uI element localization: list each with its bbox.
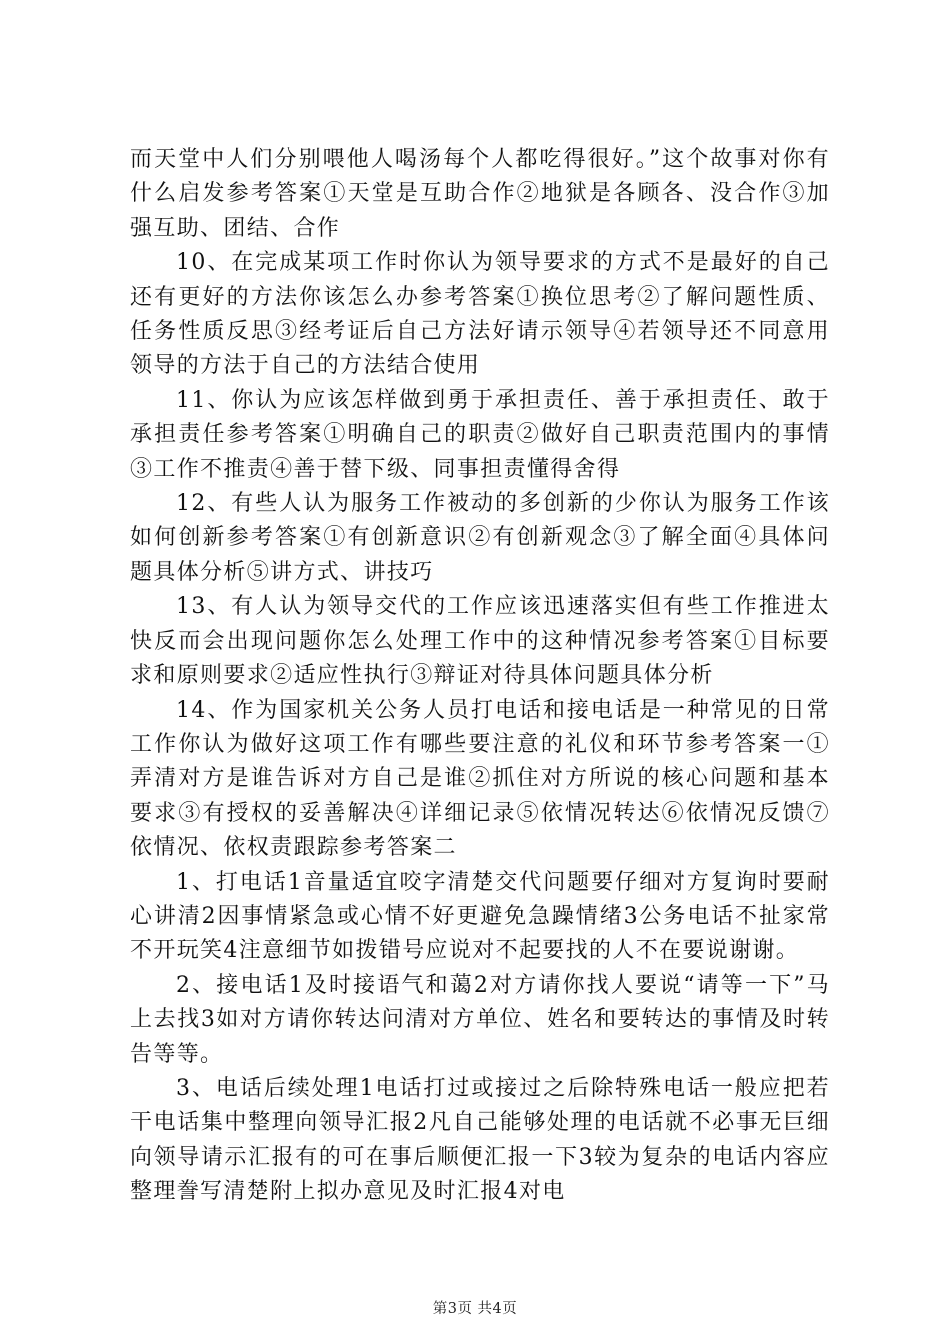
paragraph: 3、电话后续处理1电话打过或接过之后除特殊电话一般应把若干电话集中整理向领导汇报2凡自己能够处理的电话就不必事无巨细向领导请示汇报有的可在事后顺便汇报一下3较为复杂的电话内容应整理誊写清楚附上拟办意见及时汇报4对电: [130, 1075, 830, 1205]
page-number-footer: 第3页 共4页: [432, 1301, 518, 1317]
paragraph: 2、接电话1及时接语气和蔼2对方请你找人要说“请等一下”马上去找3如对方请你转达问清对方单位、姓名和要转达的事情及时转告等等。: [130, 972, 830, 1067]
paragraph: 12、有些人认为服务工作被动的多创新的少你认为服务工作该如何创新参考答案①有创新意识②有创新观念③了解全面④具体问题具体分析⑤讲方式、讲技巧: [130, 491, 830, 585]
paragraph: 14、作为国家机关公务人员打电话和接电话是一种常见的日常工作你认为做好这项工作有哪些要注意的礼仪和环节参考答案一①弄清对方是谁告诉对方自己是谁②抓住对方所说的核心问题和基本要求③有授权的妥善解决④详细记录⑤依情况转达⑥依情况反馈⑦依情况、依权责跟踪参考答案二: [130, 697, 830, 861]
paragraph: 10、在完成某项工作时你认为领导要求的方式不是最好的自己还有更好的方法你该怎么办参考答案①换位思考②了解问题性质、任务性质反思③经考证后自己方法好请示领导④若领导还不同意用领导的方法于自己的方法结合使用: [130, 250, 830, 379]
paragraph: 13、有人认为领导交代的工作应该迅速落实但有些工作推进太快反而会出现问题你怎么处理工作中的这种情况参考答案①目标要求和原则要求②适应性执行③辩证对待具体问题具体分析: [130, 594, 830, 689]
paragraph: 而天堂中人们分别喂他人喝汤每个人都吃得很好。”这个故事对你有什么启发参考答案①天堂是互助合作②地狱是各顾各、没合作③加强互助、团结、合作: [130, 147, 830, 241]
paragraph: 11、你认为应该怎样做到勇于承担责任、善于承担责任、敢于承担责任参考答案①明确自己的职责②做好自己职责范围内的事情③工作不推责④善于替下级、同事担责懂得舍得: [130, 387, 830, 482]
document-body: [130, 143, 830, 1210]
paragraph: 1、打电话1音量适宜咬字清楚交代问题要仔细对方复询时要耐心讲清2因事情紧急或心情不好更避免急躁情绪3公务电话不扯家常不开玩笑4注意细节如拨错号应说对不起要找的人不在要说谢谢。: [130, 869, 830, 964]
